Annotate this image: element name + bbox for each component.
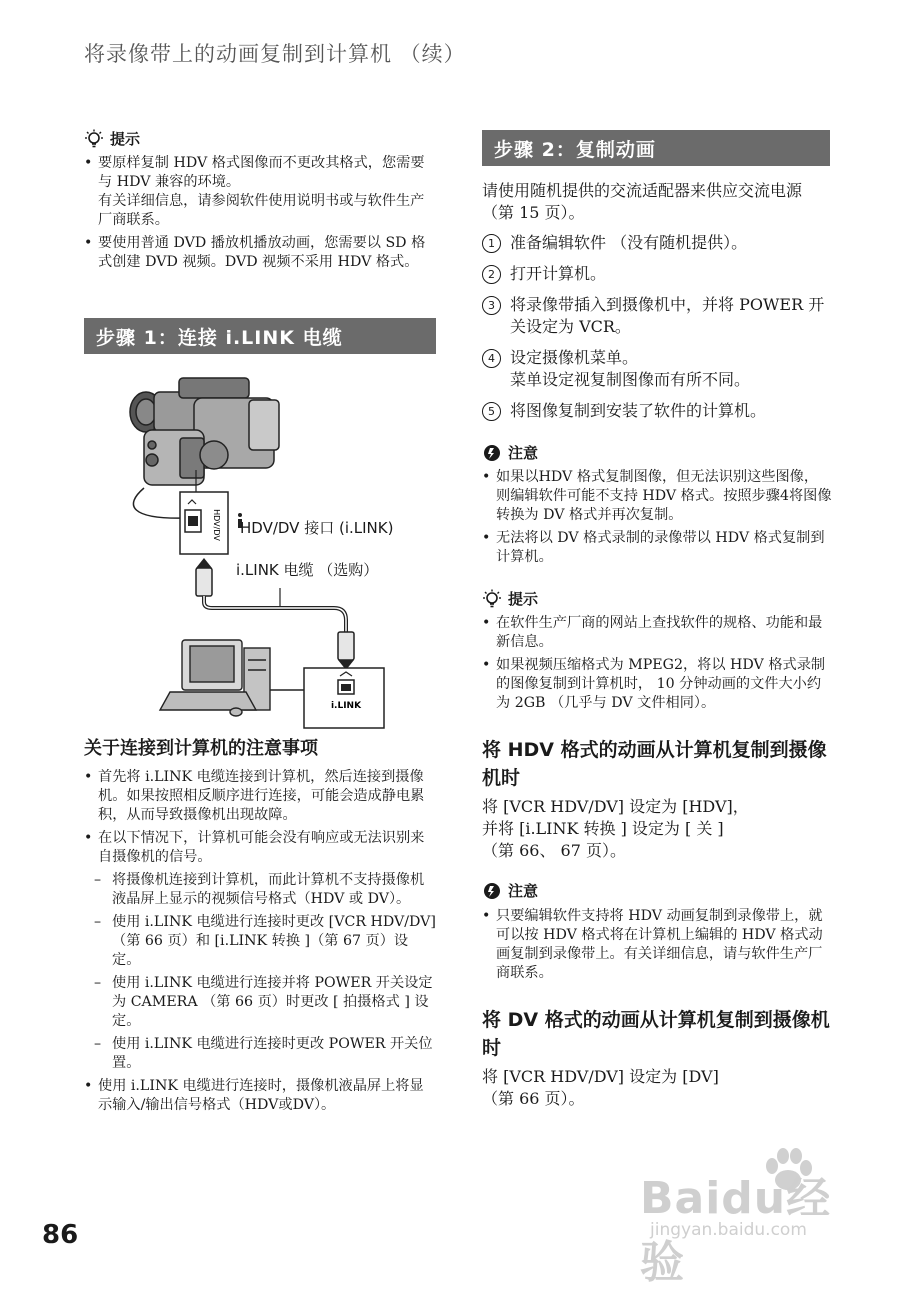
tip-item-text: 要原样复制 HDV 格式图像而不更改其格式，您需要与 HDV 兼容的环境。 [98,155,425,190]
dv-section-body [482,1066,832,1110]
hdv-line: 将 [VCR HDV/DV] 设定为 [HDV]， [482,797,749,816]
list-item: • 首先将 i.LINK 电缆连接到计算机，然后连接到摄像机。如果按照相反顺序进行连接，可能会造成静电累积，从而导致摄像机出现故障。 [84,768,436,825]
hdv-line: （第 66、 67 页）。 [482,841,626,860]
step-subtext: 菜单设定视复制图像而有所不同。 [510,370,751,389]
step-item [482,347,832,391]
port-side-label: HDV/DV [212,509,221,541]
step-text: 将图像复制到安装了软件的计算机。 [510,401,767,420]
dv-section-title: 将 DV 格式的动画从计算机复制到摄像机时 [482,1009,830,1059]
computer-illustration [160,640,304,716]
tip-title: 提示 [110,130,141,148]
caution-icon [482,443,502,463]
list-item: – 使用 i.LINK 电缆进行连接时更改 POWER 开关位置。 [84,1035,436,1073]
step-text: 将录像带插入到摄像机中，并将 POWER 开关设定为 VCR。 [510,295,825,336]
tip-item-text: 有关详细信息，请参阅软件使用说明书或与软件生产厂商联系。 [98,193,425,228]
step-text: 打开计算机。 [510,264,607,283]
camcorder-illustration [130,378,279,485]
list-item: • 使用 i.LINK 电缆进行连接时，摄像机液晶屏上将显示输入/输出信号格式（HDV或DV）。 [84,1077,436,1115]
list-item: – 使用 i.LINK 电缆进行连接时更改 [VCR HDV/DV] （第 66 页）和 [i.LINK 转换 ]（第 67 页）设定。 [84,913,436,970]
hdv-section-title: 将 HDV 格式的动画从计算机复制到摄像机时 [482,739,827,789]
note2-list [482,907,832,987]
list-item: • 无法将以 DV 格式录制的录像带以 HDV 格式复制到计算机。 [482,529,832,567]
connection-illustration [84,370,436,730]
list-item: • 只要编辑软件支持将 HDV 动画复制到录像带上，就可以按 HDV 格式将在计算机上编辑的 HDV 格式动画复制到录像带上。有关详细信息，请与软件生产厂商联系。 [482,907,832,983]
step-text: 准备编辑软件 （没有随机提供）。 [510,233,748,252]
list-item: – 将摄像机连接到计算机，而此计算机不支持摄像机液晶屏上显示的视频信号格式（HDV 或 DV）。 [84,871,436,909]
list-item: • 如果以HDV 格式复制图像，但无法识别这些图像，则编辑软件可能不支持 HDV 格式。按照步骤4将图像转换为 DV 格式并再次复制。 [482,468,832,525]
notes-list [84,768,436,1119]
tip2-list [482,614,832,717]
lightbulb-icon [84,129,104,149]
step-number: 1 [482,234,501,253]
list-item: – 使用 i.LINK 电缆进行连接并将 POWER 开关设定为 CAMERA （第 66 页）时更改 [ 拍摄格式 ] 设定。 [84,974,436,1031]
port-label: HDV/DV 接口 (i.LINK) [240,519,394,537]
step-item [482,294,832,338]
connection-diagram [84,370,436,730]
watermark-main: Baidu经验 [640,1173,832,1288]
step-number: 2 [482,265,501,284]
step2-bar: 步骤 2：复制动画 [482,130,830,166]
computer-port-box [304,668,384,728]
hdv-section-body [482,796,832,862]
dv-line: 将 [VCR HDV/DV] 设定为 [DV] [482,1067,719,1086]
cable-label: i.LINK 电缆 （选购） [236,561,379,579]
lightbulb-icon [482,589,502,609]
list-item: • 如果视频压缩格式为 MPEG2，将以 HDV 格式录制的图像复制到计算机时， 10 分钟动画的文件大小约为 2GB （几乎与 DV 文件相同）。 [482,656,832,713]
step2-intro: 请使用随机提供的交流适配器来供应交流电源 （第 15 页）。 [482,181,803,222]
list-item: • 在以下情况下，计算机可能会没有响应或无法识别来自摄像机的信号。 [84,829,436,867]
tip2-heading [482,588,538,609]
dv-line: （第 66 页）。 [482,1089,585,1108]
page-number: 86 [42,1220,79,1250]
note2-title: 注意 [508,882,539,900]
step-number: 4 [482,349,501,368]
note1-list [482,468,832,571]
note1-title: 注意 [508,444,539,462]
step2-steps [482,232,832,431]
list-item: • 要使用普通 DVD 播放机播放动画，您需要以 SD 格式创建 DVD 视频。DVD 视频不采用 HDV 格式。 [84,234,436,272]
caution-icon [482,881,502,901]
tip-heading [84,128,140,149]
notes-heading: 关于连接到计算机的注意事项 [84,738,318,759]
note2-heading [482,880,538,901]
step-number: 5 [482,402,501,421]
watermark [640,1150,860,1288]
step-item [482,232,832,254]
watermark-sub: jingyan.baidu.com [650,1220,807,1240]
step-text: 设定摄像机菜单。 [510,348,639,367]
tip-list [84,154,436,276]
step-number: 3 [482,296,501,315]
tip2-title: 提示 [508,590,539,608]
list-item [84,154,436,230]
list-item: • 在软件生产厂商的网站上查找软件的规格、功能和最新信息。 [482,614,832,652]
hdv-line: 并将 [i.LINK 转换 ] 设定为 [ 关 ] [482,819,724,838]
step-item [482,400,832,422]
computer-port-label: i.LINK [330,701,362,711]
step-item [482,263,832,285]
step1-bar: 步骤 1：连接 i.LINK 电缆 [84,318,436,354]
page-title: 将录像带上的动画复制到计算机 （续） [84,42,466,66]
note1-heading [482,442,538,463]
